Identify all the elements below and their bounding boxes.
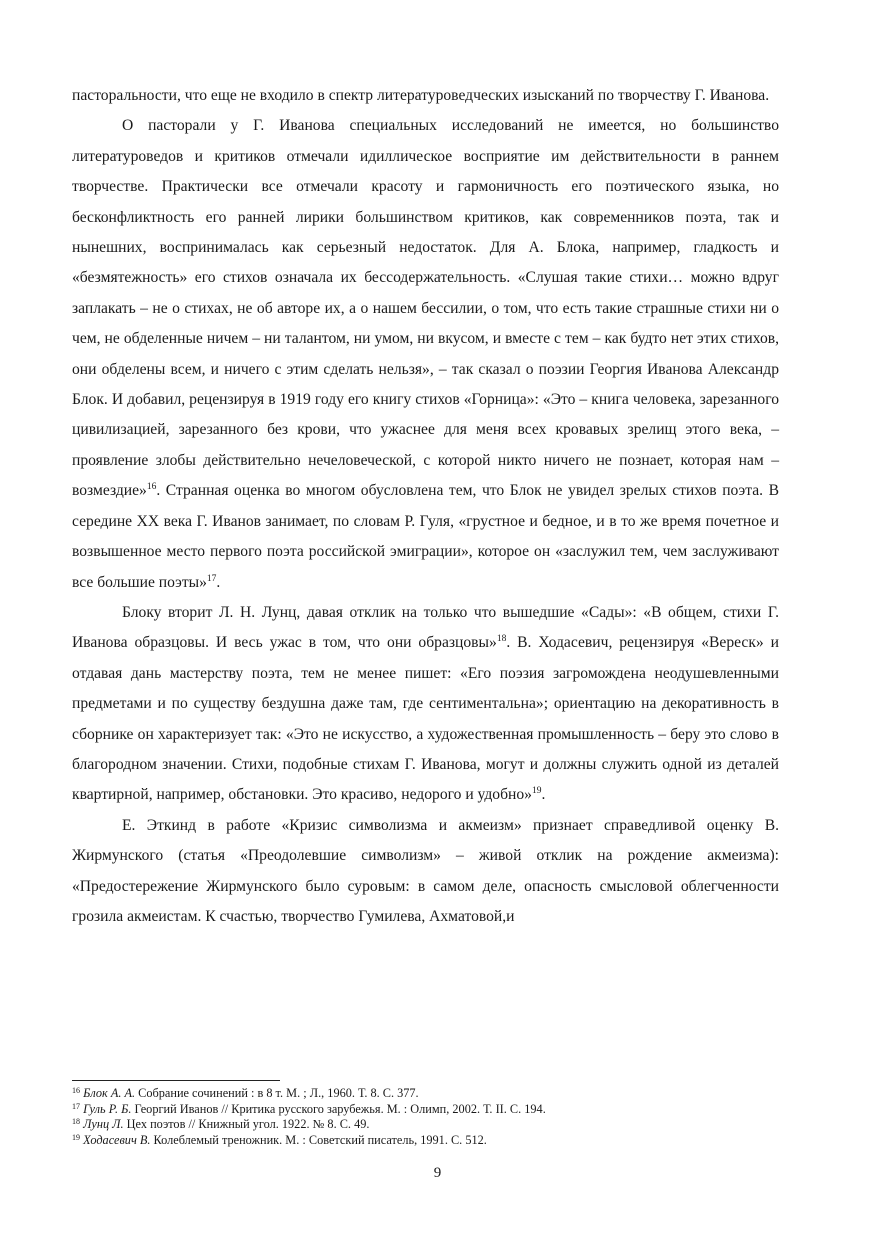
paragraph-3 bbox=[72, 598, 779, 811]
footnote-19 bbox=[72, 1133, 779, 1149]
paragraph-1 bbox=[72, 81, 779, 111]
page-number: 9 bbox=[433, 1165, 442, 1181]
paragraph-text: О пасторали у Г. Иванова специальных исследований не имеется, но большинство литературоведов и критиков отмечали идиллическое восприятие им действительности в раннем творчестве. Практически все отмечали красоту и гармоничность его поэтического языка, но бесконфликтность его ранней лирики большинством критиков, как современников поэта, так и нынешних, воспринималась как серьезный недостаток. Для А. Блока, например, гладкость и «безмятежность» его стихов означала их бессодержательность. «Слушая такие стихи… можно вдруг заплакать – не о стихах, не об авторе их, а о нашем бессилии, о том, что есть такие страшные стихи ни о чем, не обделенные ничем – ни талантом, ни умом, ни вкусом, и вместе с тем – как будто нет этих стихов, они обделены всем, и ничего с этим сделать нельзя», – так сказал о поэзии Георгия Иванова Александр Блок. И добавил, рецензируя в 1919 году его книгу стихов «Горница»: «Это – книга человека, зарезанного цивилизацией, зарезанного без крови, что ужаснее для меня всех кровавых зрелищ этого века, – проявление злобы действительно нечеловеческой, с которой никто ничего не познает, которая нам – возмездие» bbox=[72, 117, 779, 500]
footnote-text: Собрание сочинений : в 8 т. М. ; Л., 1960. Т. 8. С. 377. bbox=[135, 1086, 419, 1100]
footnote-author: Блок А. А. bbox=[83, 1086, 136, 1100]
footnote-number: 19 bbox=[72, 1132, 80, 1142]
footnote-ref-17[interactable]: 17 bbox=[206, 573, 217, 584]
paragraph-text: пасторальности, что еще не входило в спектр литературоведческих изысканий по творчеству Г. Иванова. bbox=[72, 87, 770, 104]
footnote-text: Цех поэтов // Книжный угол. 1922. № 8. С. 49. bbox=[123, 1117, 370, 1131]
paragraph-text: . Странная оценка во многом обусловлена тем, что Блок не увидел зрелых стихов поэта. В середине XX века Г. Иванов занимает, по словам Р. Гуля, «грустное и бедное, и в то же время почетное и возвышенное место первого поэта российской эмиграции», которое он «заслужил тем, чем заслуживают все большие поэты» bbox=[72, 482, 779, 591]
footnote-number: 16 bbox=[72, 1086, 80, 1095]
footnote-text: Георгий Иванов // Критика русского зарубежья. М. : Олимп, 2002. Т. II. С. 194. bbox=[131, 1101, 546, 1116]
footnote-author: Ходасевич В. bbox=[83, 1132, 151, 1147]
footnote-ref-16[interactable]: 16 bbox=[146, 482, 157, 493]
footnote-number: 17 bbox=[72, 1101, 80, 1111]
footnote-text: Колеблемый треножник. М. : Советский писатель, 1991. С. 512. bbox=[150, 1132, 487, 1147]
footnote-author: Гуль Р. Б. bbox=[83, 1101, 132, 1116]
footnote-ref-19[interactable]: 19 bbox=[531, 786, 542, 797]
paragraph-text: Е. Эткинд в работе «Кризис символизма и акмеизм» признает справедливой оценку В. Жирмунского (статья «Преодолевшие символизм» – живой отклик на рождение акмеизма): «Предостережение Жирмунского было суровым: в самом деле, опасность смысловой облегченности грозила акмеистам. К счастью, творчество Гумилева, Ахматовой,и bbox=[72, 816, 779, 925]
paragraph-text: . bbox=[216, 573, 221, 591]
footnotes bbox=[72, 1086, 779, 1148]
footnote-author: Лунц Л. bbox=[83, 1117, 124, 1131]
footnote-16 bbox=[72, 1086, 779, 1102]
footnote-separator bbox=[72, 1080, 280, 1081]
paragraph-2 bbox=[72, 111, 779, 598]
footnote-number: 18 bbox=[72, 1117, 80, 1126]
footnote-18 bbox=[72, 1117, 779, 1133]
paragraph-text: . В. Ходасевич, рецензируя «Вереск» и отдавая дань мастерству поэта, тем не менее пишет: «Его поэзия загромождена неодушевленными предметами и по существу бездушна даже там, где сентиментальна»; ориентацию на декоративность в сборнике он характеризует так: «Это не искусство, а художественная промышленность – беру это слово в благородном значении. Стихи, подобные стихам Г. Иванова, могут и должны служить одной из деталей квартирной, например, обстановки. Это красиво, недорого и удобно» bbox=[72, 634, 779, 804]
main-text bbox=[72, 81, 779, 932]
footnote-ref-18[interactable]: 18 bbox=[496, 634, 507, 645]
footnote-17 bbox=[72, 1102, 779, 1118]
paragraph-text: Блоку вторит Л. Н. Лунц, давая отклик на только что вышедшие «Сады»: «В общем, стихи Г. Иванова образцовы. И весь ужас в том, что они образцовы» bbox=[72, 603, 779, 652]
paragraph-text: . bbox=[541, 786, 546, 804]
paragraph-4 bbox=[72, 811, 779, 933]
